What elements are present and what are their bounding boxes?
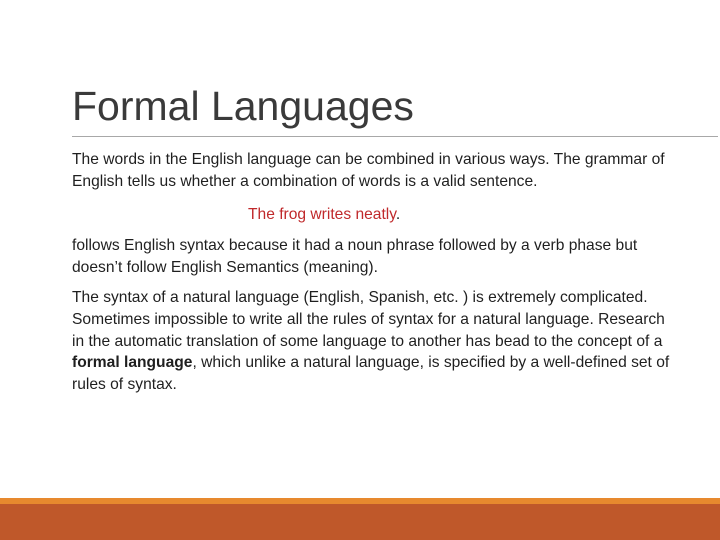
example-sentence-period: . xyxy=(395,205,401,223)
conclusion-text-after: , which unlike a natural language, is specified by a well-defined set of rules of syntax. xyxy=(72,354,670,394)
slide-title: Formal Languages xyxy=(72,83,414,129)
title-divider xyxy=(72,136,718,137)
conclusion-paragraph xyxy=(72,287,672,396)
footer-band xyxy=(0,504,720,540)
formal-language-term: formal language xyxy=(72,354,193,372)
example-sentence xyxy=(248,204,672,226)
slide-body xyxy=(72,149,672,396)
intro-paragraph: The words in the English language can be combined in various ways. The grammar of English tells us whether a combination of words is a valid sentence. xyxy=(72,151,665,190)
example-sentence-text: The frog writes neatly xyxy=(248,205,396,223)
conclusion-text-before: The syntax of a natural language (English, Spanish, etc. ) is extremely complicated. Sometimes impossible to write all the rules of syntax for a natural language. Research in the automatic translation of some language to another has bead to the concept of a xyxy=(72,288,665,350)
explanation-paragraph: follows English syntax because it had a noun phrase followed by a verb phase but doesn’t follow English Semantics (meaning). xyxy=(72,237,638,277)
